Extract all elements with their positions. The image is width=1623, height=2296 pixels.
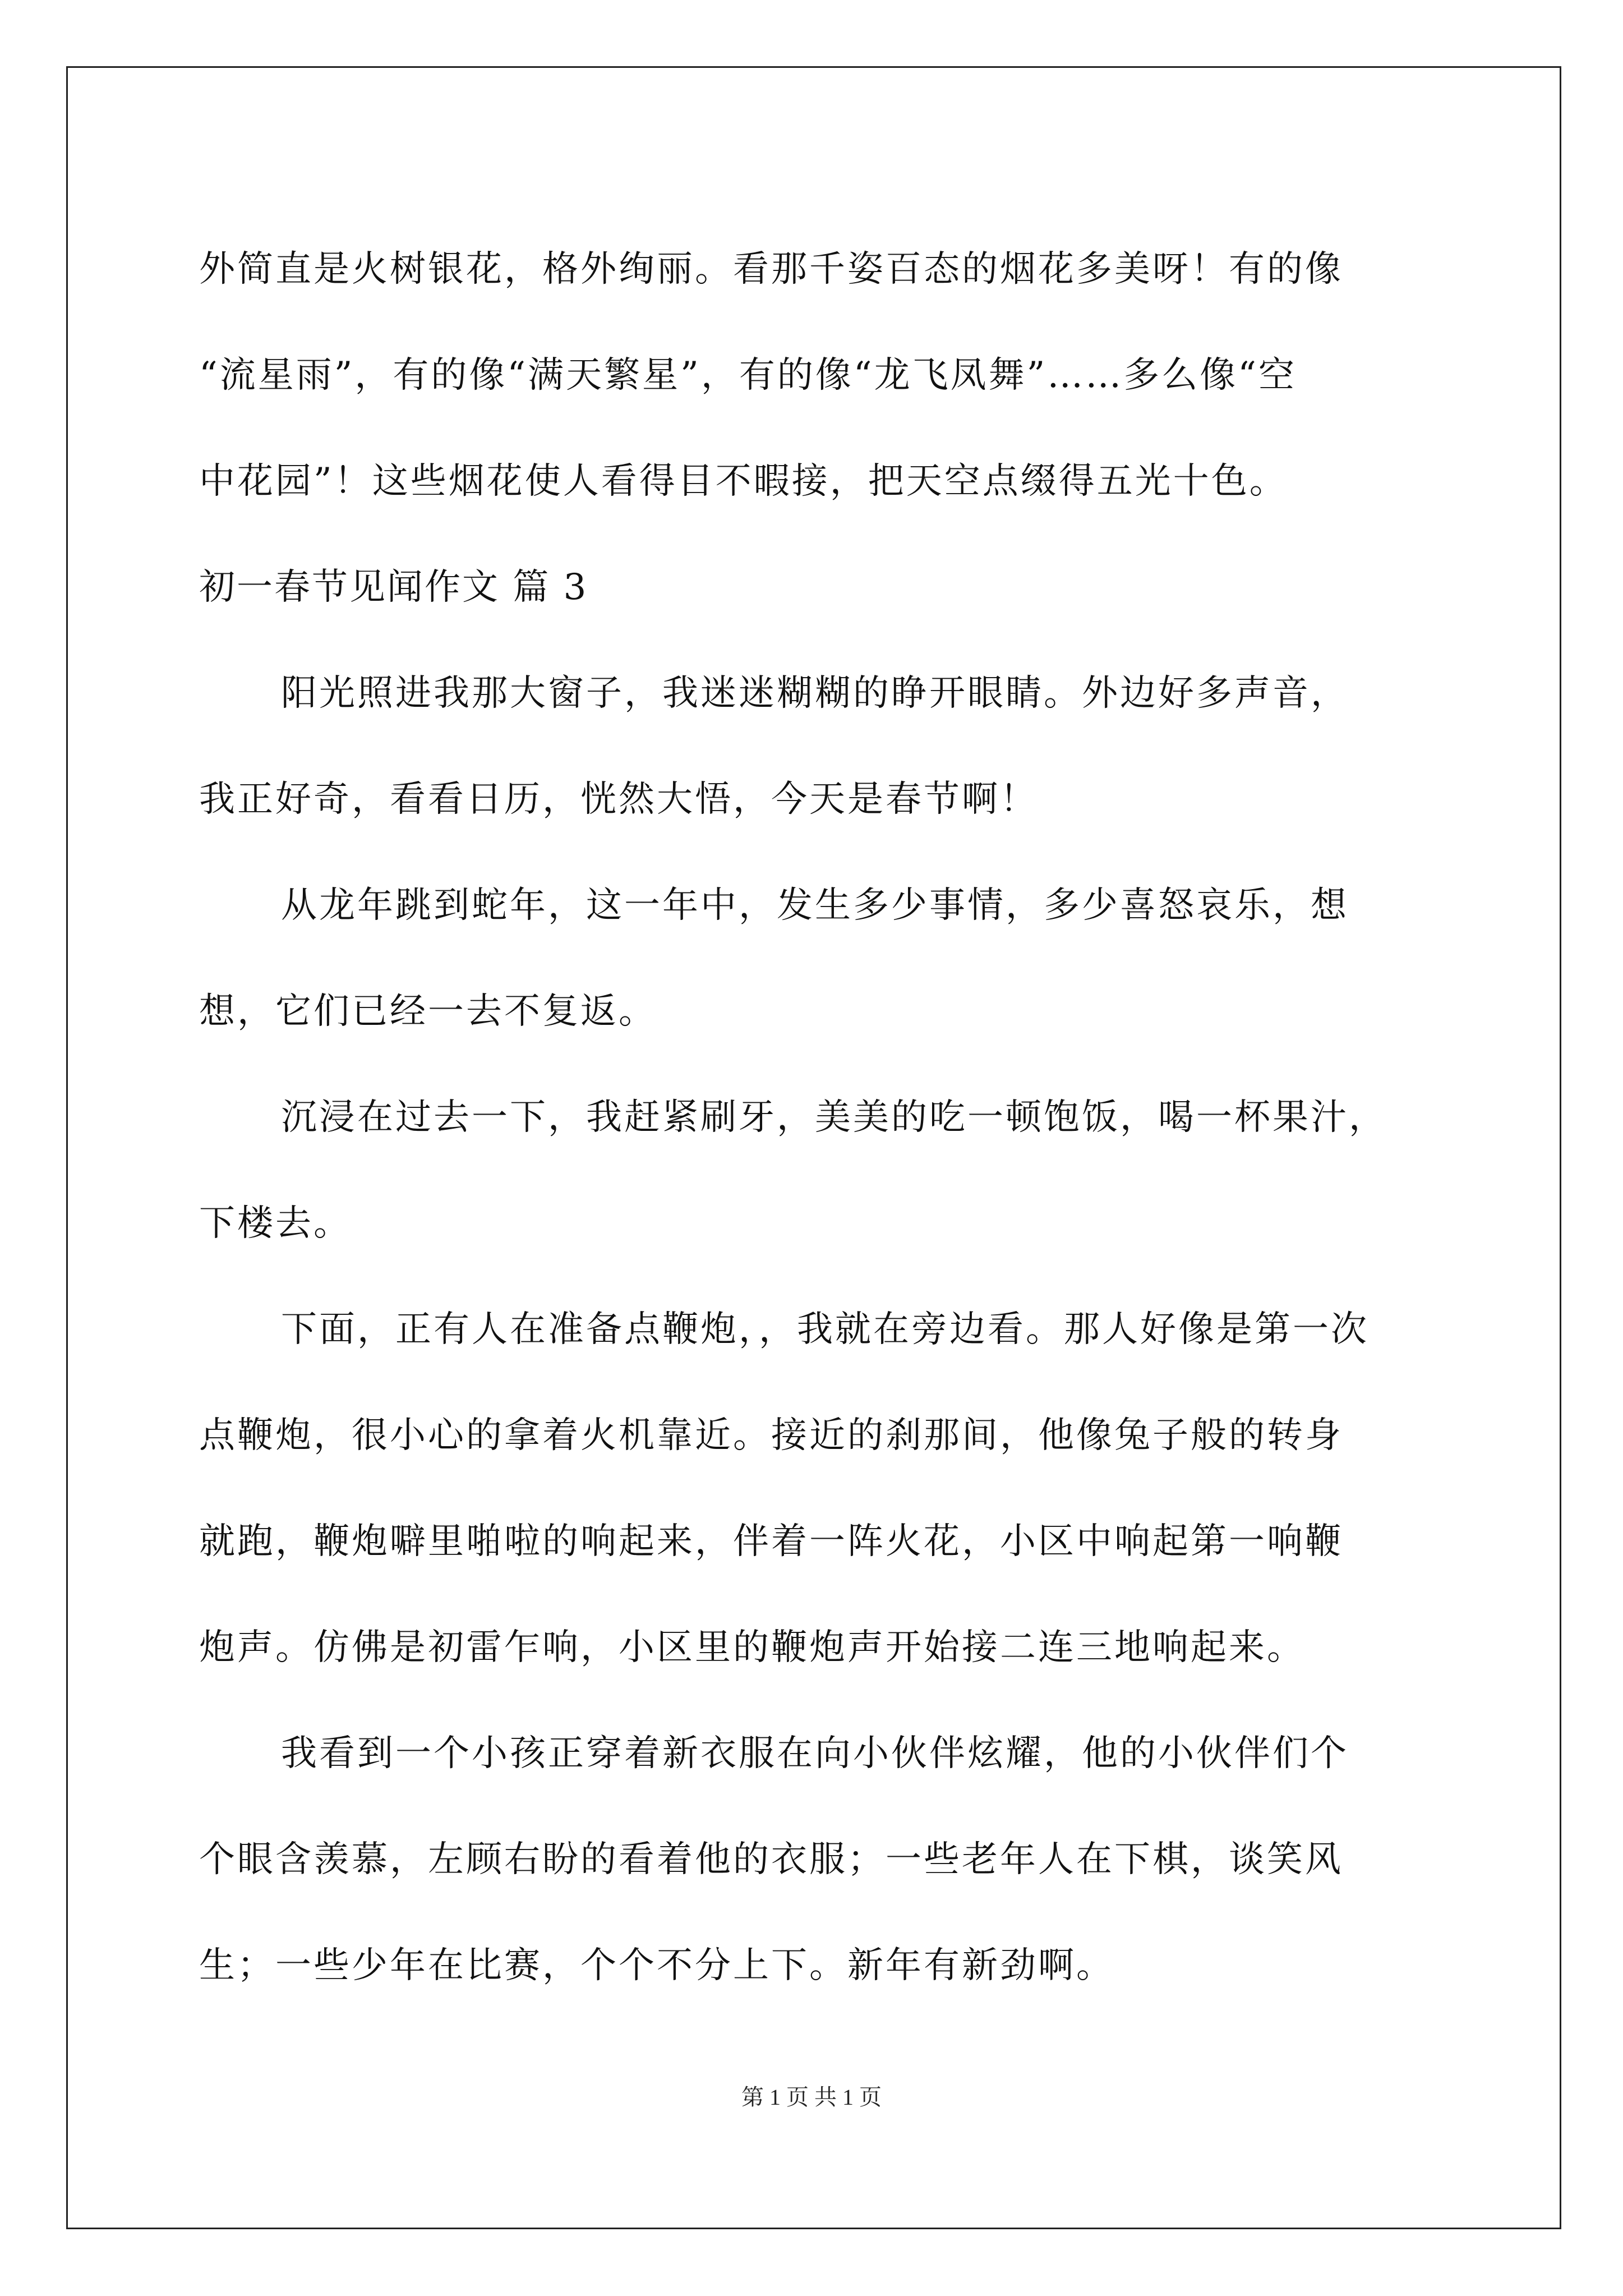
paragraph-first-line: 我看到一个小孩正穿着新衣服在向小伙伴炫耀，他的小伙伴们个 [281,1733,1349,1774]
text-line: 就跑，鞭炮噼里啪啦的响起来，伴着一阵火花，小区中响起第一响鞭 [199,1521,1343,1562]
paragraph-first-line: 沉浸在过去一下，我赶紧刷牙，美美的吃一顿饱饭，喝一杯果汁， [281,1097,1387,1138]
text-line: “流星雨”，有的像“满天繁星”，有的像“龙飞凤舞”……多么像“空 [199,355,1297,396]
text-line: 中花园”！这些烟花使人看得目不暇接，把天空点缀得五光十色。 [199,461,1288,502]
text-line: 生；一些少年在比赛，个个不分上下。新年有新劲啊。 [199,1945,1114,1986]
text-line: 炮声。仿佛是初雷乍响，小区里的鞭炮声开始接二连三地响起来。 [199,1627,1305,1668]
text-line: 外简直是火树银花，格外绚丽。看那千姿百态的烟花多美呀！有的像 [199,249,1343,290]
paragraph-first-line: 从龙年跳到蛇年，这一年中，发生多少事情，多少喜怒哀乐，想 [281,885,1349,926]
text-line: 想，它们已经一去不复返。 [199,991,657,1032]
paragraph-first-line: 下面，正有人在准备点鞭炮，，我就在旁边看。那人好像是第一次 [281,1309,1369,1350]
page-footer: 第 1 页 共 1 页 [741,2085,882,2110]
text-line: 下楼去。 [199,1203,352,1244]
section-heading: 初一春节见闻作文 篇 3 [199,567,588,608]
text-line: 我正好奇，看看日历，恍然大悟，今天是春节啊！ [199,779,1038,820]
text-line: 个眼含羡慕，左顾右盼的看着他的衣服；一些老年人在下棋，谈笑风 [199,1839,1343,1880]
text-line: 点鞭炮，很小心的拿着火机靠近。接近的刹那间，他像兔子般的转身 [199,1415,1343,1456]
document-body [199,217,1436,2019]
paragraph-first-line: 阳光照进我那大窗子，我迷迷糊糊的睁开眼睛。外边好多声音， [281,673,1349,714]
